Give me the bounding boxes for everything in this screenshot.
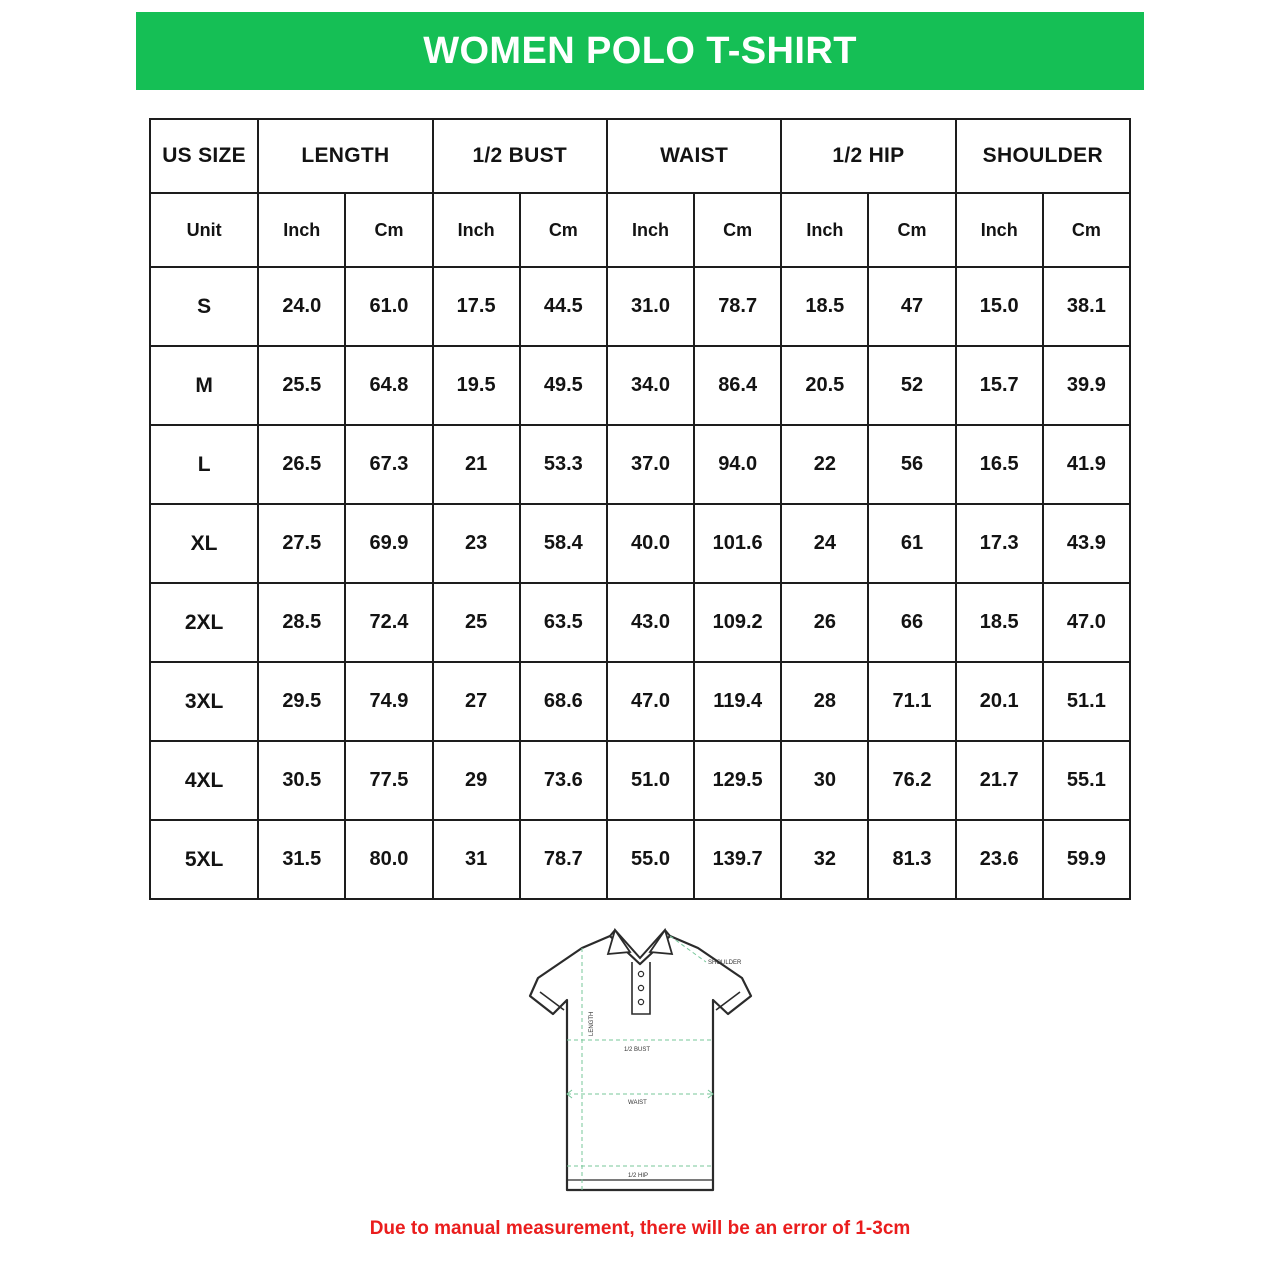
diagram-label-half-bust: 1/2 BUST — [624, 1047, 651, 1053]
cell-shoulder-cm: 55.1 — [1043, 741, 1130, 820]
table-unit-row — [150, 193, 1130, 267]
cell-waist-cm: 139.7 — [694, 820, 781, 899]
cell-waist-cm: 86.4 — [694, 346, 781, 425]
unit-label: Unit — [150, 193, 258, 267]
cell-hip-inch: 20.5 — [781, 346, 868, 425]
diagram-label-waist: WAIST — [628, 1100, 647, 1106]
group-header-length: LENGTH — [258, 119, 432, 193]
cell-waist-cm: 129.5 — [694, 741, 781, 820]
cell-hip-inch: 24 — [781, 504, 868, 583]
cell-length-inch: 31.5 — [258, 820, 345, 899]
cell-hip-inch: 26 — [781, 583, 868, 662]
cell-hip-cm: 52 — [868, 346, 955, 425]
table-row — [150, 346, 1130, 425]
diagram-label-half-hip: 1/2 HIP — [628, 1173, 649, 1179]
cell-bust-cm: 53.3 — [520, 425, 607, 504]
cell-bust-cm: 44.5 — [520, 267, 607, 346]
cell-length-cm: 69.9 — [345, 504, 432, 583]
cell-shoulder-inch: 18.5 — [956, 583, 1043, 662]
table-row — [150, 662, 1130, 741]
page-title: WOMEN POLO T-SHIRT — [423, 29, 857, 72]
diagram-label-length: LENGTH — [589, 1011, 595, 1036]
cell-waist-inch: 40.0 — [607, 504, 694, 583]
cell-bust-cm: 58.4 — [520, 504, 607, 583]
table-row — [150, 425, 1130, 504]
cell-shoulder-cm: 59.9 — [1043, 820, 1130, 899]
table-row — [150, 504, 1130, 583]
cell-bust-inch: 25 — [433, 583, 520, 662]
cell-shoulder-cm: 39.9 — [1043, 346, 1130, 425]
table-row — [150, 583, 1130, 662]
cell-length-cm: 72.4 — [345, 583, 432, 662]
unit-length-cm: Cm — [345, 193, 432, 267]
cell-length-inch: 29.5 — [258, 662, 345, 741]
cell-waist-inch: 47.0 — [607, 662, 694, 741]
group-header-half-bust: 1/2 BUST — [433, 119, 607, 193]
row-size-label: M — [150, 346, 258, 425]
cell-hip-inch: 30 — [781, 741, 868, 820]
cell-shoulder-cm: 38.1 — [1043, 267, 1130, 346]
cell-waist-cm: 78.7 — [694, 267, 781, 346]
cell-waist-cm: 119.4 — [694, 662, 781, 741]
cell-hip-cm: 81.3 — [868, 820, 955, 899]
table-group-header-row — [150, 119, 1130, 193]
size-table — [149, 118, 1131, 900]
cell-bust-inch: 23 — [433, 504, 520, 583]
unit-length-inch: Inch — [258, 193, 345, 267]
cell-hip-cm: 61 — [868, 504, 955, 583]
cell-hip-cm: 47 — [868, 267, 955, 346]
cell-length-inch: 26.5 — [258, 425, 345, 504]
cell-shoulder-cm: 47.0 — [1043, 583, 1130, 662]
unit-bust-cm: Cm — [520, 193, 607, 267]
row-size-label: 2XL — [150, 583, 258, 662]
cell-waist-inch: 55.0 — [607, 820, 694, 899]
cell-length-cm: 74.9 — [345, 662, 432, 741]
cell-bust-inch: 31 — [433, 820, 520, 899]
cell-length-inch: 30.5 — [258, 741, 345, 820]
cell-shoulder-inch: 20.1 — [956, 662, 1043, 741]
cell-shoulder-cm: 51.1 — [1043, 662, 1130, 741]
cell-bust-inch: 19.5 — [433, 346, 520, 425]
cell-hip-cm: 56 — [868, 425, 955, 504]
cell-waist-inch: 51.0 — [607, 741, 694, 820]
polo-shirt-diagram — [520, 918, 760, 1208]
cell-hip-cm: 76.2 — [868, 741, 955, 820]
table-row — [150, 741, 1130, 820]
group-header-us-size: US SIZE — [150, 119, 258, 193]
cell-hip-cm: 66 — [868, 583, 955, 662]
cell-bust-cm: 68.6 — [520, 662, 607, 741]
unit-waist-inch: Inch — [607, 193, 694, 267]
cell-bust-cm: 49.5 — [520, 346, 607, 425]
unit-bust-inch: Inch — [433, 193, 520, 267]
cell-shoulder-cm: 41.9 — [1043, 425, 1130, 504]
measurement-note: Due to manual measurement, there will be an error of 1-3cm — [369, 1218, 911, 1239]
cell-waist-inch: 31.0 — [607, 267, 694, 346]
cell-shoulder-inch: 23.6 — [956, 820, 1043, 899]
unit-waist-cm: Cm — [694, 193, 781, 267]
row-size-label: 4XL — [150, 741, 258, 820]
cell-hip-inch: 32 — [781, 820, 868, 899]
cell-length-inch: 24.0 — [258, 267, 345, 346]
cell-hip-inch: 28 — [781, 662, 868, 741]
cell-bust-cm: 73.6 — [520, 741, 607, 820]
cell-bust-inch: 21 — [433, 425, 520, 504]
row-size-label: 3XL — [150, 662, 258, 741]
cell-shoulder-inch: 15.7 — [956, 346, 1043, 425]
group-header-waist: WAIST — [607, 119, 781, 193]
unit-hip-cm: Cm — [868, 193, 955, 267]
cell-shoulder-inch: 21.7 — [956, 741, 1043, 820]
cell-length-cm: 64.8 — [345, 346, 432, 425]
cell-shoulder-inch: 16.5 — [956, 425, 1043, 504]
cell-length-inch: 28.5 — [258, 583, 345, 662]
row-size-label: S — [150, 267, 258, 346]
table-row — [150, 267, 1130, 346]
cell-shoulder-inch: 17.3 — [956, 504, 1043, 583]
cell-shoulder-inch: 15.0 — [956, 267, 1043, 346]
cell-waist-cm: 109.2 — [694, 583, 781, 662]
unit-shoulder-inch: Inch — [956, 193, 1043, 267]
cell-bust-inch: 29 — [433, 741, 520, 820]
cell-bust-inch: 27 — [433, 662, 520, 741]
cell-bust-inch: 17.5 — [433, 267, 520, 346]
group-header-half-hip: 1/2 HIP — [781, 119, 955, 193]
row-size-label: L — [150, 425, 258, 504]
cell-bust-cm: 63.5 — [520, 583, 607, 662]
cell-shoulder-cm: 43.9 — [1043, 504, 1130, 583]
cell-length-inch: 27.5 — [258, 504, 345, 583]
cell-length-cm: 80.0 — [345, 820, 432, 899]
cell-bust-cm: 78.7 — [520, 820, 607, 899]
cell-length-cm: 67.3 — [345, 425, 432, 504]
table-row — [150, 820, 1130, 899]
size-table-container — [149, 118, 1131, 900]
cell-waist-cm: 101.6 — [694, 504, 781, 583]
cell-waist-inch: 34.0 — [607, 346, 694, 425]
unit-hip-inch: Inch — [781, 193, 868, 267]
cell-hip-inch: 22 — [781, 425, 868, 504]
unit-shoulder-cm: Cm — [1043, 193, 1130, 267]
header-banner — [136, 12, 1144, 90]
cell-waist-inch: 43.0 — [607, 583, 694, 662]
cell-length-inch: 25.5 — [258, 346, 345, 425]
row-size-label: 5XL — [150, 820, 258, 899]
row-size-label: XL — [150, 504, 258, 583]
cell-waist-cm: 94.0 — [694, 425, 781, 504]
cell-length-cm: 77.5 — [345, 741, 432, 820]
diagram-label-shoulder: SHOULDER — [708, 960, 742, 966]
cell-hip-inch: 18.5 — [781, 267, 868, 346]
group-header-shoulder: SHOULDER — [956, 119, 1130, 193]
cell-length-cm: 61.0 — [345, 267, 432, 346]
cell-waist-inch: 37.0 — [607, 425, 694, 504]
cell-hip-cm: 71.1 — [868, 662, 955, 741]
